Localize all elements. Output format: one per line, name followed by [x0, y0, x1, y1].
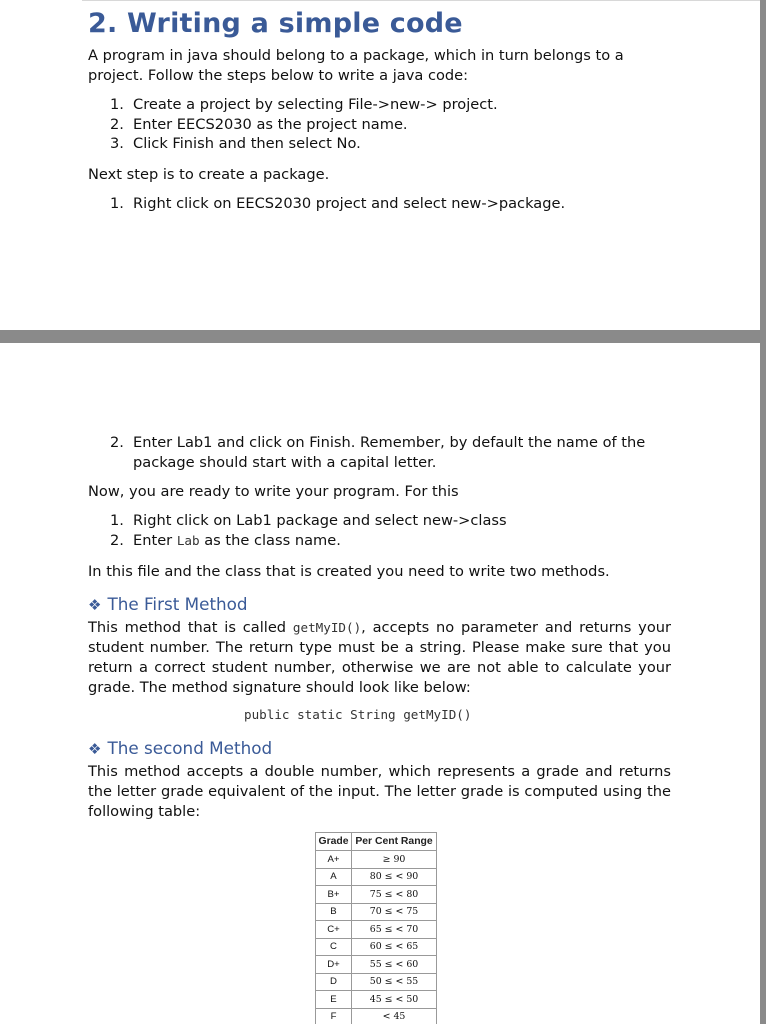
method-signature: public static String getMyID() — [244, 707, 472, 722]
step-text: Right click on EECS2030 project and select new->package. — [133, 195, 566, 212]
table-row — [316, 973, 437, 991]
step-text: Enter Lab1 and click on Finish. Remember, by default the name of the package should start with a capital letter. — [133, 434, 646, 471]
range-cell: 75 ≤ < 80 — [352, 886, 437, 904]
table-header-row — [316, 833, 437, 851]
table-row — [316, 921, 437, 939]
step-text: Right click on Lab1 package and select new->class — [133, 512, 507, 529]
grade-cell: C+ — [316, 921, 352, 939]
grade-table — [315, 832, 437, 1024]
page-gap — [0, 330, 766, 343]
package-step-1 — [110, 194, 670, 214]
class-step-2 — [110, 531, 670, 551]
range-cell: 70 ≤ < 75 — [352, 903, 437, 921]
page-top-rule — [82, 0, 760, 1]
grade-cell: A+ — [316, 851, 352, 869]
grade-cell: D — [316, 973, 352, 991]
ready-text: Now, you are ready to write your program. For this — [88, 483, 459, 500]
range-cell: 80 ≤ < 90 — [352, 868, 437, 886]
heading-label: The second Method — [107, 738, 273, 758]
header-grade: Grade — [316, 833, 352, 851]
range-cell: ≥ 90 — [352, 851, 437, 869]
step-number: 1. — [110, 512, 124, 529]
range-cell: 55 ≤ < 60 — [352, 956, 437, 974]
class-name-code: Lab — [176, 533, 200, 548]
project-step-1 — [110, 95, 670, 115]
grade-cell: B+ — [316, 886, 352, 904]
grade-cell: C — [316, 938, 352, 956]
table-row — [316, 938, 437, 956]
next-step-text: Next step is to create a package. — [88, 166, 330, 183]
second-method-paragraph: This method accepts a double number, which represents a grade and returns the letter grade equivalent of the input. The letter grade is computed using the following table: — [88, 763, 671, 820]
page-1 — [0, 0, 760, 330]
step-text: Click Finish and then select No. — [133, 135, 361, 152]
first-method-heading — [88, 594, 248, 614]
step-text: Enter — [133, 532, 177, 549]
table-row — [316, 886, 437, 904]
grade-cell: E — [316, 991, 352, 1009]
range-cell: 65 ≤ < 70 — [352, 921, 437, 939]
grade-cell: D+ — [316, 956, 352, 974]
method-name-code: getMyID() — [292, 620, 362, 635]
step-number: 2. — [110, 434, 124, 451]
first-method-paragraph: This method that is called getMyID(), accepts no parameter and returns your student number. The return type must be a string. Please make sure that you return a correct student number, otherwise we are not able to calculate your grade. The method signature should look like below: — [88, 619, 671, 696]
project-step-3 — [110, 134, 670, 154]
step-number: 3. — [110, 135, 124, 152]
intro-paragraph: A program in java should belong to a package, which in turn belongs to a project. Follow the steps below to write a java code: — [88, 47, 624, 84]
step-number: 1. — [110, 96, 124, 113]
grade-cell: B — [316, 903, 352, 921]
table-row — [316, 1008, 437, 1024]
header-range: Per Cent Range — [352, 833, 437, 851]
step-number: 2. — [110, 116, 124, 133]
range-cell: 45 ≤ < 50 — [352, 991, 437, 1009]
project-step-2 — [110, 115, 670, 135]
section-title: 2. Writing a simple code — [88, 8, 463, 39]
table-row — [316, 991, 437, 1009]
class-step-1 — [110, 511, 670, 531]
step-number: 2. — [110, 532, 124, 549]
second-method-heading — [88, 738, 272, 758]
grade-cell: A — [316, 868, 352, 886]
step-number: 1. — [110, 195, 124, 212]
step-text: Enter EECS2030 as the project name. — [133, 116, 408, 133]
diamond-bullet-icon: ❖ — [88, 596, 102, 614]
right-edge — [760, 0, 766, 1024]
range-cell: < 45 — [352, 1008, 437, 1024]
table-row — [316, 868, 437, 886]
table-row — [316, 851, 437, 869]
diamond-bullet-icon: ❖ — [88, 740, 102, 758]
range-cell: 60 ≤ < 65 — [352, 938, 437, 956]
two-methods-text: In this file and the class that is created you need to write two methods. — [88, 563, 610, 580]
grade-cell: F — [316, 1008, 352, 1024]
table-row — [316, 956, 437, 974]
table-row — [316, 903, 437, 921]
package-step-2 — [110, 433, 670, 473]
step-text: Create a project by selecting File->new-> project. — [133, 96, 498, 113]
heading-label: The First Method — [107, 594, 248, 614]
step-text: as the class name. — [199, 532, 341, 549]
range-cell: 50 ≤ < 55 — [352, 973, 437, 991]
